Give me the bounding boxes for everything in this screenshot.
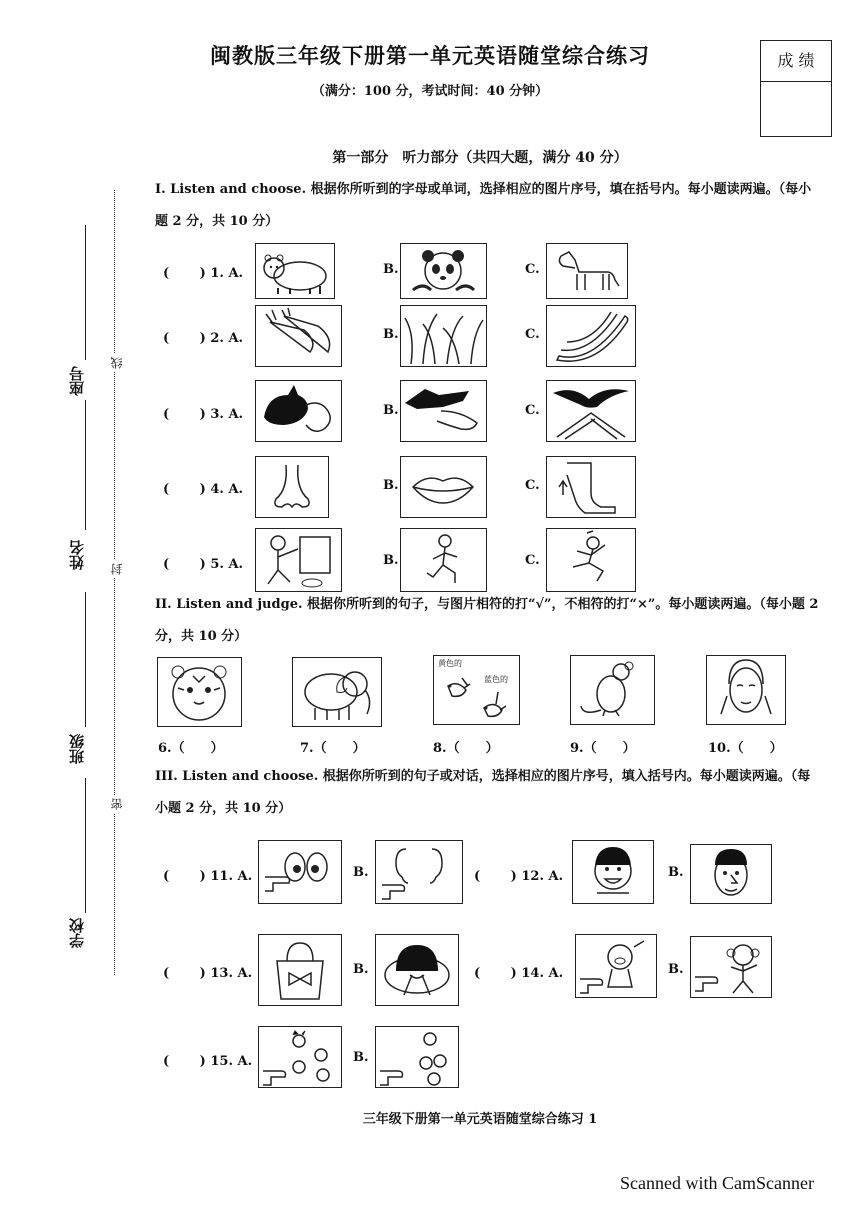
q1-c-label: C. [525, 262, 540, 277]
q9-label: 9.（ ） [570, 741, 636, 756]
hat-picture [375, 934, 459, 1006]
yellow-label: 黄色的 [438, 659, 462, 668]
q6-label: 6.（ ） [158, 741, 224, 756]
mouth-picture [400, 456, 487, 518]
q14-b-label: B. [668, 962, 684, 977]
elephant-picture [292, 657, 382, 727]
monkeys-picture [375, 1026, 459, 1088]
cats-picture [258, 1026, 342, 1088]
q5-b-label: B. [383, 553, 399, 568]
scanner-watermark: Scanned with CamScanner [620, 1173, 814, 1193]
eyes-picture [258, 840, 342, 904]
q4-b-label: B. [383, 478, 399, 493]
seal-xian: 线 [108, 354, 125, 372]
score-box[interactable] [760, 40, 832, 137]
seal-feng: 封 [108, 560, 125, 578]
jump-picture [546, 528, 636, 592]
page-subtitle: （满分：100 分，考试时间：40 分钟） [311, 84, 549, 99]
q5-label: ( ) 5. A. [163, 557, 244, 572]
rabbit-shadow-picture [255, 380, 342, 442]
boy-face-picture [572, 840, 654, 904]
leg-picture [546, 456, 636, 518]
tiger-picture [157, 657, 242, 727]
score-label: 成 绩 [761, 41, 831, 82]
seal-mi: 密 [108, 795, 125, 813]
q14-label: ( ) 14. A. [474, 966, 564, 981]
q2-label: ( ) 2. A. [163, 331, 244, 346]
monkey-picture [690, 936, 772, 998]
dog-shadow-picture [400, 380, 487, 442]
q12-b-label: B. [668, 865, 684, 880]
ears-picture [375, 840, 463, 904]
bananas-picture [546, 305, 636, 367]
q4-c-label: C. [525, 478, 540, 493]
q10-label: 10.（ ） [708, 741, 783, 756]
q1-label: ( ) 1. A. [163, 266, 244, 281]
run-picture [400, 528, 487, 592]
q15-label: ( ) 15. A. [163, 1054, 253, 1069]
section3-instruction: III. Listen and choose. 根据你所听到的句子或对话，选择相应的图片序号，填入括号内。每小题读两遍。（每小题 2 分，共 10 分） [155, 769, 811, 816]
q8-label: 8.（ ） [433, 741, 499, 756]
section1-instruction: I. Listen and choose. 根据你所听到的字母或单词，选择相应的图片序号，填在括号内。每小题读两遍。（每小题 2 分，共 10 分） [155, 182, 812, 229]
carrots-picture [255, 305, 342, 367]
grass-picture [400, 305, 487, 367]
q3-c-label: C. [525, 403, 540, 418]
q11-b-label: B. [353, 865, 369, 880]
q3-b-label: B. [383, 403, 399, 418]
mouse-picture [570, 655, 655, 725]
page-title: 闽教版三年级下册第一单元英语随堂综合练习 [210, 43, 650, 68]
q11-label: ( ) 11. A. [163, 869, 253, 884]
q2-b-label: B. [383, 327, 399, 342]
panda-picture [400, 243, 487, 299]
class-label: 班级 [68, 734, 86, 764]
q1-b-label: B. [383, 262, 399, 277]
q13-label: ( ) 13. A. [163, 966, 253, 981]
page-footer: 三年级下册第一单元英语随堂综合练习 1 [362, 1112, 598, 1127]
seat-line [85, 225, 86, 360]
horse-picture [546, 243, 628, 299]
bag-picture [258, 934, 342, 1006]
name-label: 姓名 [68, 540, 86, 570]
q12-label: ( ) 12. A. [474, 869, 564, 884]
bird-shadow-picture [546, 380, 636, 442]
q7-label: 7.（ ） [300, 741, 366, 756]
birds-colour-picture [433, 655, 520, 725]
class-line [85, 592, 86, 727]
q3-label: ( ) 3. A. [163, 407, 244, 422]
bear-picture [255, 243, 335, 299]
draw-picture [255, 528, 342, 592]
seat-label: 座号 [68, 366, 86, 396]
school-label: 学校 [68, 918, 86, 948]
section2-instruction: II. Listen and judge. 根据你所听到的句子，与图片相符的打“√”，不相符的打“×”。每小题读两遍。（每小题 2 分，共 10 分） [155, 597, 819, 644]
face-picture [706, 655, 786, 725]
nose-picture [255, 456, 329, 518]
blue-label: 蓝色的 [484, 675, 508, 684]
q5-c-label: C. [525, 553, 540, 568]
q2-c-label: C. [525, 327, 540, 342]
pig-picture [575, 934, 657, 998]
seal-dotted-line [114, 190, 115, 975]
man-face-picture [690, 844, 772, 904]
q4-label: ( ) 4. A. [163, 482, 244, 497]
name-upper-line [85, 400, 86, 530]
part-title: 第一部分 听力部分（共四大题，满分 40 分） [332, 150, 628, 166]
q15-b-label: B. [353, 1050, 369, 1065]
q13-b-label: B. [353, 962, 369, 977]
school-line [85, 778, 86, 913]
